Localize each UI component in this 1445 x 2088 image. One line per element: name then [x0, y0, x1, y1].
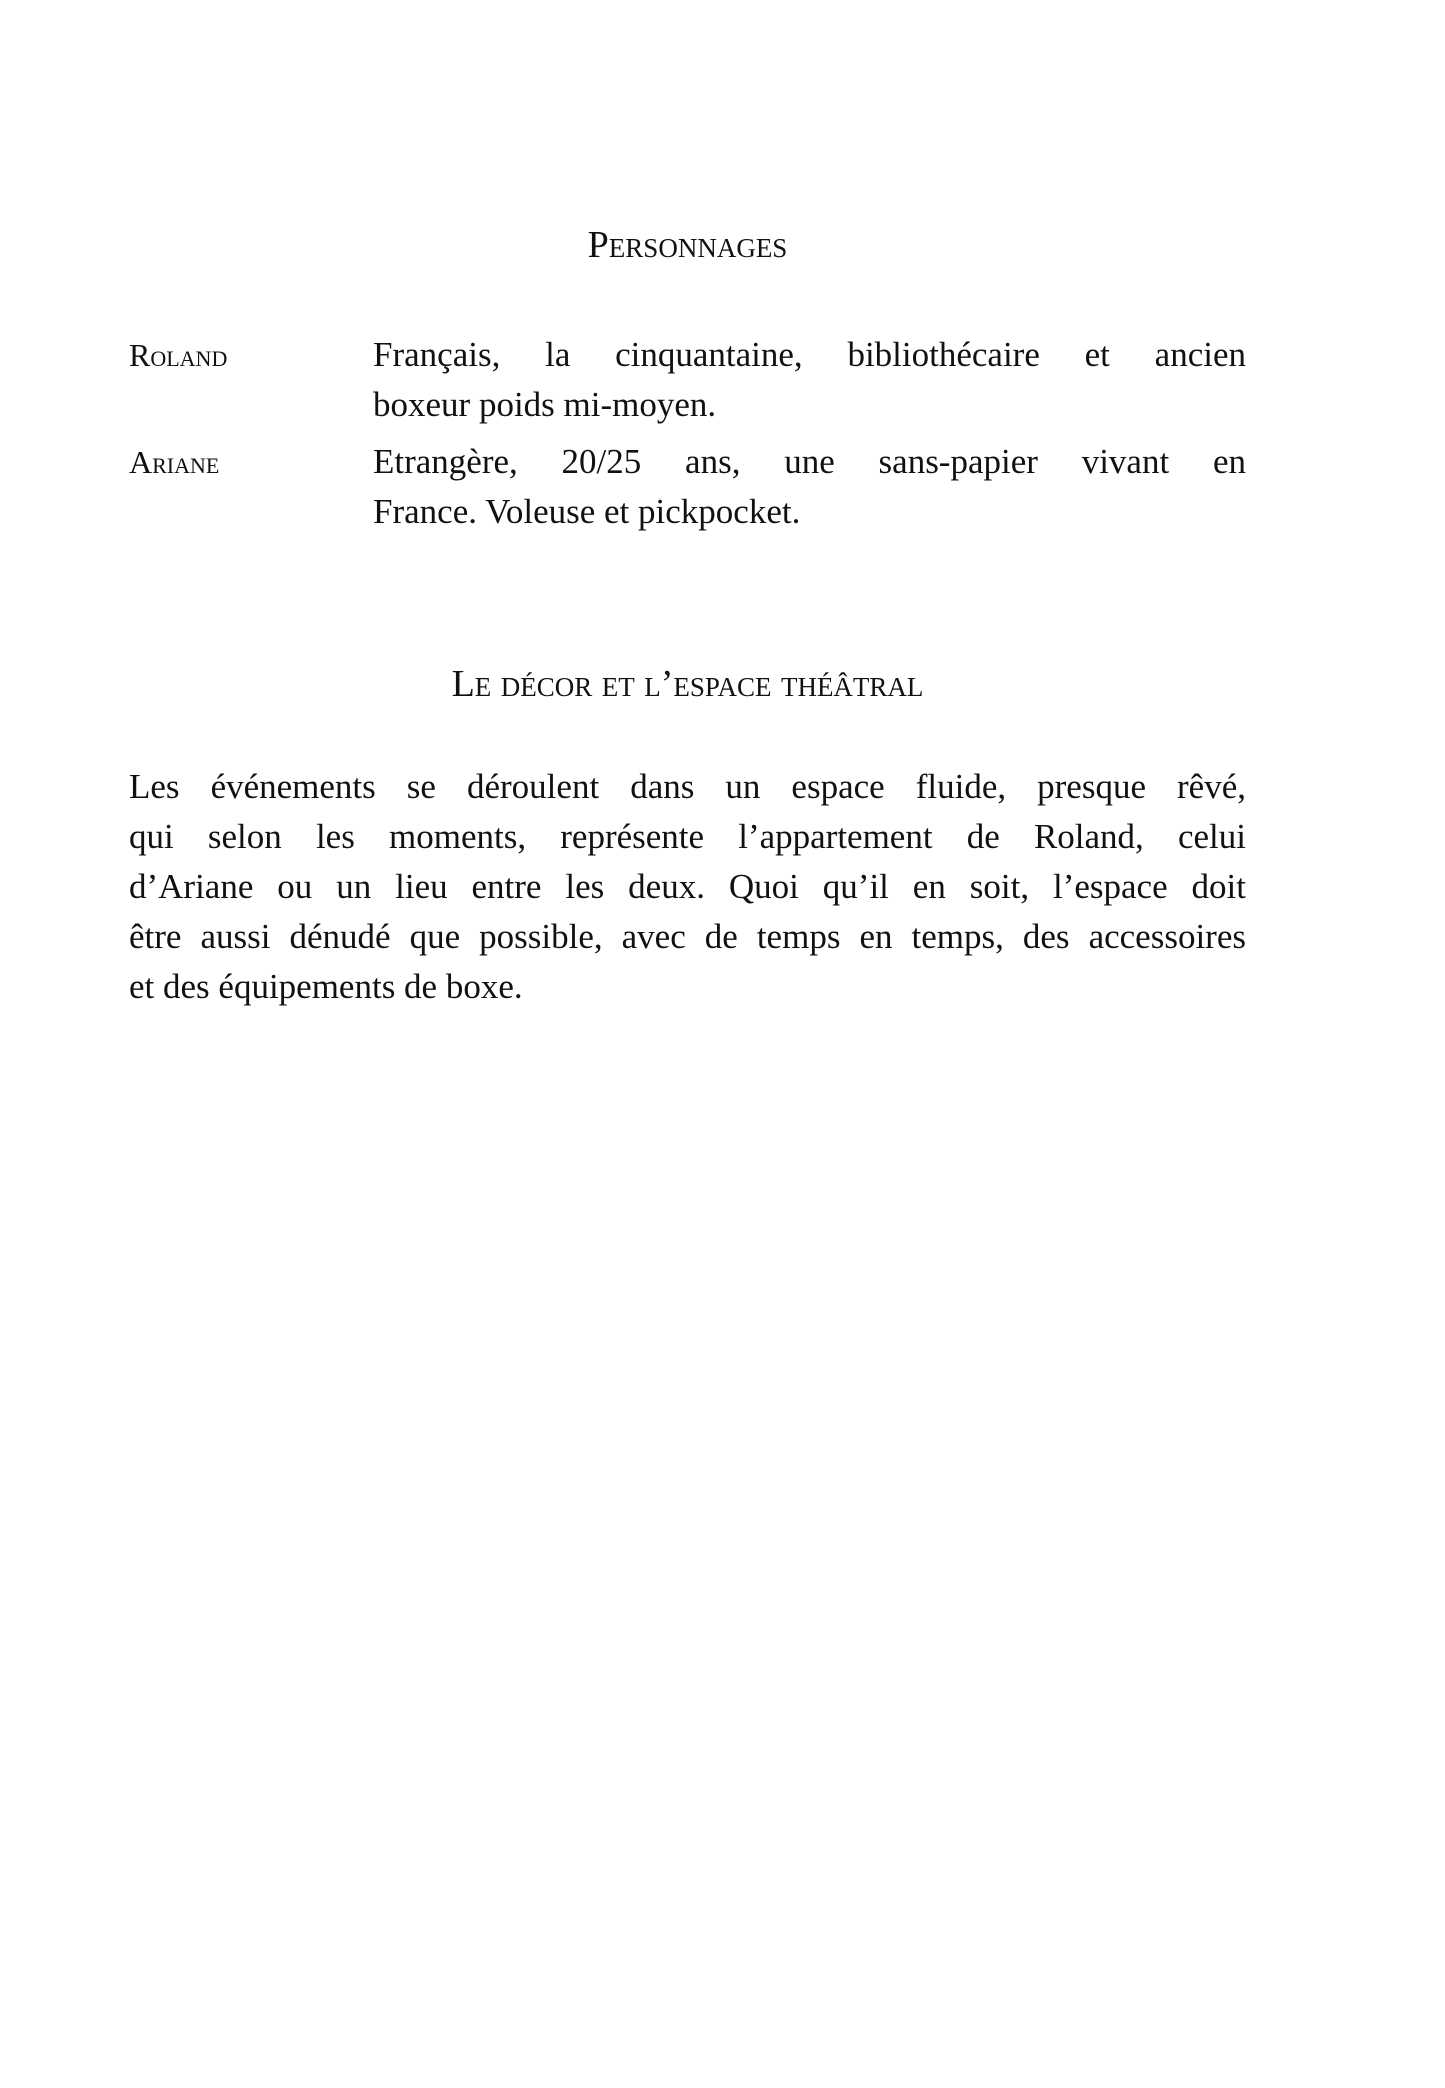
character-name-roland: Roland — [129, 337, 228, 373]
text-line: Les événements se déroulent dans un espace fluide, presque rêvé, — [129, 767, 1246, 806]
character-description-roland — [373, 330, 1246, 430]
text-line: d’Ariane ou un lieu entre les deux. Quoi qu’il en soit, l’espace doit — [129, 867, 1246, 906]
text-line: qui selon les moments, représente l’appartement de Roland, celui — [129, 817, 1246, 856]
character-description-ariane — [373, 437, 1246, 537]
text-line: Français, la cinquantaine, bibliothécaire et ancien — [373, 335, 1246, 374]
text-line: boxeur poids mi-moyen. — [373, 385, 717, 424]
text-line: Etrangère, 20/25 ans, une sans-papier vivant en — [373, 442, 1246, 481]
text-line: et des équipements de boxe. — [129, 967, 523, 1006]
setting-heading: Le décor et l’espace théâtral — [451, 663, 924, 705]
text-line: être aussi dénudé que possible, avec de temps en temps, des accessoires — [129, 917, 1246, 956]
character-name-ariane: Ariane — [129, 444, 220, 480]
characters-heading: Personnages — [587, 224, 788, 266]
setting-paragraph — [129, 762, 1246, 1012]
text-line: France. Voleuse et pickpocket. — [373, 492, 801, 531]
